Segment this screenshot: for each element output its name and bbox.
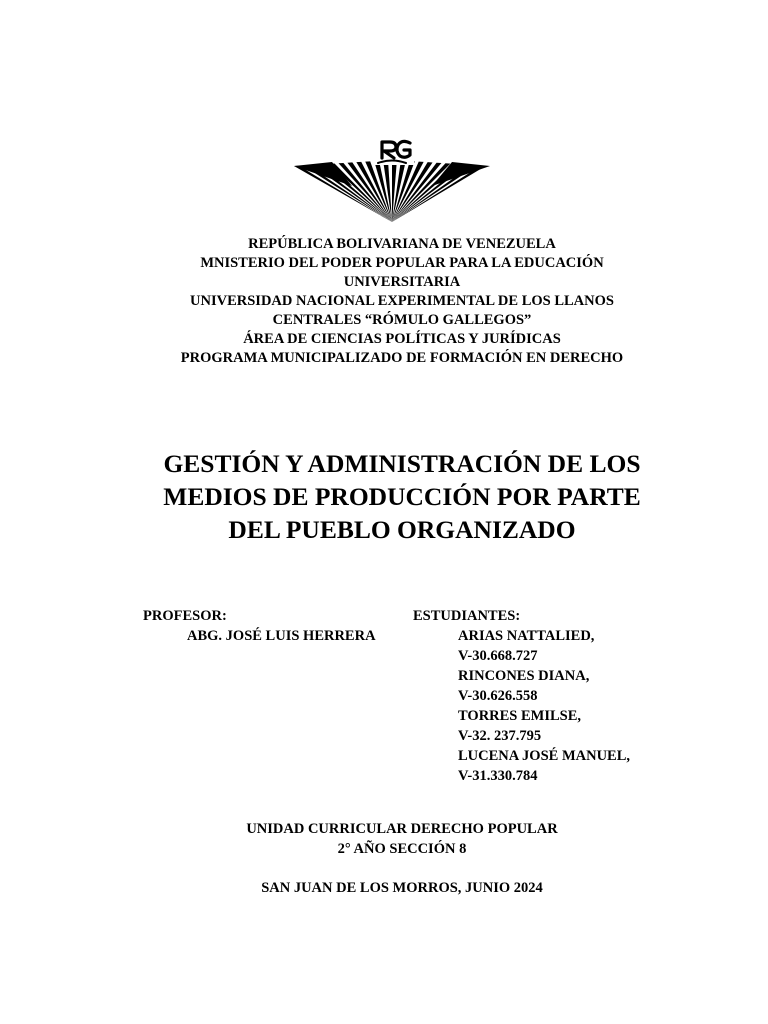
institution-header	[0, 235, 768, 368]
header-line: ÁREA DE CIENCIAS POLÍTICAS Y JURÍDICAS	[243, 331, 561, 347]
header-line: UNIVERSITARIA	[343, 274, 461, 290]
logo-rays	[294, 136, 490, 222]
professor-label: PROFESOR:	[143, 608, 227, 624]
student-name: TORRES EMILSE,	[458, 708, 582, 724]
logo-graphic	[292, 136, 492, 226]
student-id: V-30.626.558	[458, 688, 538, 704]
professor-section	[143, 606, 376, 646]
professor-name: ABG. JOSÉ LUIS HERRERA	[187, 628, 376, 644]
student-name: ARIAS NATTALIED,	[458, 628, 595, 644]
title-line: MEDIOS DE PRODUCCIÓN POR PARTE	[163, 482, 641, 511]
student-id: V-31.330.784	[458, 768, 538, 784]
course-name: UNIDAD CURRICULAR DERECHO POPULAR	[246, 821, 558, 837]
university-emblem-icon	[292, 136, 492, 226]
place-date: SAN JUAN DE LOS MORROS, JUNIO 2024	[261, 880, 543, 896]
student-id: V-30.668.727	[458, 648, 538, 664]
student-name: RINCONES DIANA,	[458, 668, 590, 684]
header-line: CENTRALES “RÓMULO GALLEGOS”	[272, 312, 532, 328]
course-section: 2° AÑO SECCIÓN 8	[337, 841, 467, 857]
logo-wing-right	[432, 162, 490, 186]
title-line: GESTIÓN Y ADMINISTRACIÓN DE LOS	[163, 449, 641, 478]
header-line: UNIVERSIDAD NACIONAL EXPERIMENTAL DE LOS LLANOS	[190, 293, 614, 309]
footer-spacer	[0, 859, 768, 878]
students-label: ESTUDIANTES:	[413, 608, 521, 624]
document-footer	[0, 819, 768, 898]
student-name: LUCENA JOSÉ MANUEL,	[458, 748, 631, 764]
header-line: PROGRAMA MUNICIPALIZADO DE FORMACIÓN EN DERECHO	[180, 350, 624, 366]
header-line: REPÚBLICA BOLIVARIANA DE VENEZUELA	[248, 236, 556, 252]
title-line: DEL PUEBLO ORGANIZADO	[228, 515, 576, 544]
student-id: V-32. 237.795	[458, 728, 542, 744]
students-section	[413, 606, 630, 786]
document-title	[0, 447, 768, 546]
header-line: MNISTERIO DEL PODER POPULAR PARA LA EDUCACIÓN	[200, 255, 604, 271]
